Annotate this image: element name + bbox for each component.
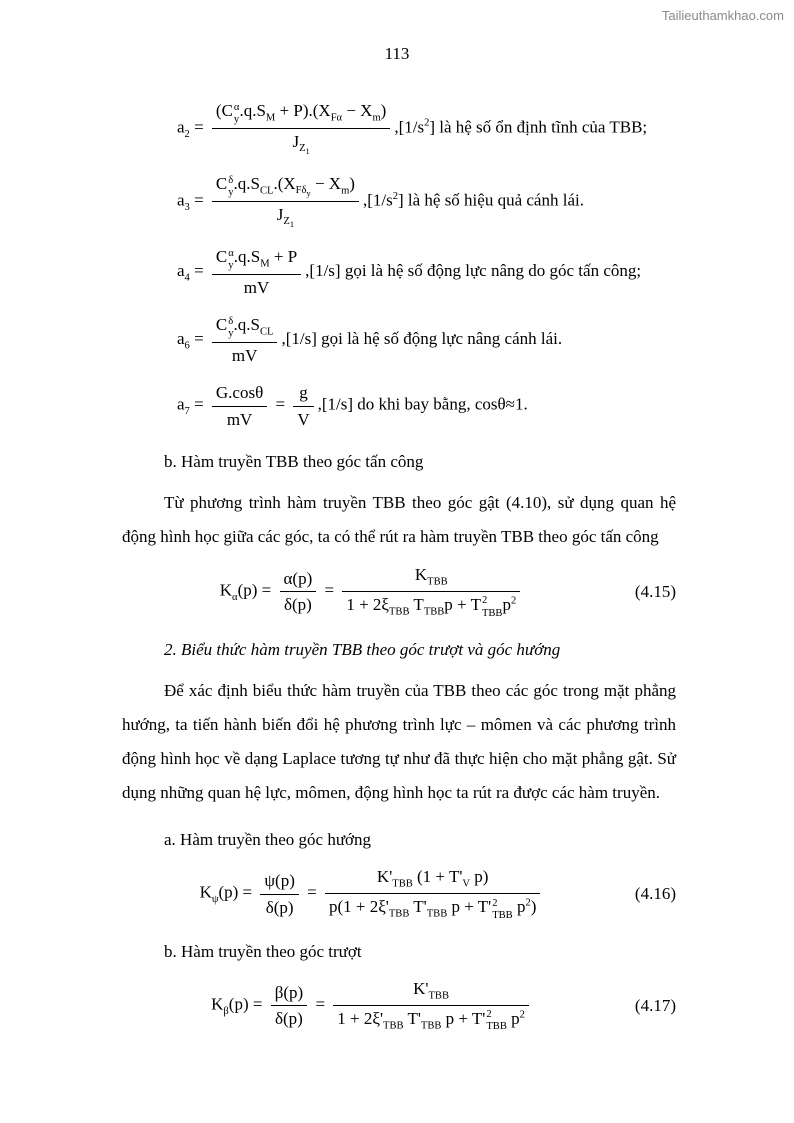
equation-4-17-formula: $K_\beta(p)$ = $\frac{\beta(p)}{\delta(p)}$ = $K'_{TBB}$ $1 + 2\xi'_{TBB}$ $T'_{TBB}$ p + T' 2 TBB $p^2$ [122,978,622,1033]
equation-4-17 [122,978,676,1033]
formula-a6: $a_6$ = C δ y $.q.S_{CL}$ mV ,[1/s] gọi là hệ số động lực nâng cánh lái. [177,315,563,366]
heading-ham-truyen-goc-huong: a. Hàm truyền theo góc hướng [164,829,372,849]
equation-4-16-formula: $K_\psi(p)$ = $\frac{\psi(p)}{\delta(p)}$ = $K'_{TBB}$ ($1 + T'_V$ p) $p(1 + 2\xi'_{TBB}$ $T'_{TBB}$ p + T' 2 TBB $p^2$) [122,866,622,921]
watermark: Tailieuthamkhao.com [661,8,784,23]
heading-bieu-thuc-ham-truyen: 2. Biểu thức hàm truyền TBB theo góc trượt và góc hướng [164,639,561,659]
formula-a4: $a_4$ = C α y $.q.S_M + P$ mV ,[1/s] gọi là hệ số động lực nâng do góc tấn công; [177,247,642,297]
equation-4-15-number: (4.15) [634,581,676,601]
page-content [0,64,794,1034]
equation-4-16 [122,866,676,921]
equation-4-16-number: (4.16) [634,884,676,904]
formula-a3: $a_3$ = C δ y $.q.S_{CL}.(X_{F\delta_y} - X_m)$ $J_{Z_1}$ $,[1/s^2]$ là hệ số hiệu quả cánh lái. [177,173,584,230]
formula-a7: $a_7$ = $\frac{G.\cos\theta}{mV}$ = $\frac{g}{V}$ ,[1/s] do khi bay bằng, cosθ≈1. [177,383,528,429]
heading-ham-truyen-tan-cong: b. Hàm truyền TBB theo góc tấn công [164,451,424,471]
heading-ham-truyen-goc-truot: b. Hàm truyền theo góc trượt [164,941,362,961]
equation-4-17-number: (4.17) [634,995,676,1015]
paragraph-mat-phang-huong: Để xác định biểu thức hàm truyền của TBB theo các góc trong mặt phẳng hướng, ta tiến hành biến đổi hệ phương trình lực – mômen và các phương trình động hình học về dạng Laplace tương tự như đã thực hiện cho mặt phẳng gật. Sử dụng những quan hệ lực, mômen, động hình học ta rút ra được các hàm truyền. [122,680,676,802]
page-number: 113 [384,44,410,63]
equation-4-15-formula: $K_\alpha(p)$ = $\frac{\alpha(p)}{\delta(p)}$ = $K_{TBB}$ $1 + 2\xi_{TBB}$ $T_{TBB}p + T$ 2 TBB $p^2$ [122,564,622,619]
paragraph-intro-4-15: Từ phương trình hàm truyền TBB theo góc gật (4.10), sử dụng quan hệ động hình học giữa các góc, ta có thể rút ra hàm truyền TBB theo góc tấn công [122,493,676,547]
formula-a2: $a_2$ = (C α y $.q.S_M + P).(X_{F\alpha} - X_m)$ $J_{Z_1}$ $,[1/s^2]$ là hệ số ổn định tĩnh của TBB; [177,101,648,157]
equation-4-15 [122,564,676,619]
